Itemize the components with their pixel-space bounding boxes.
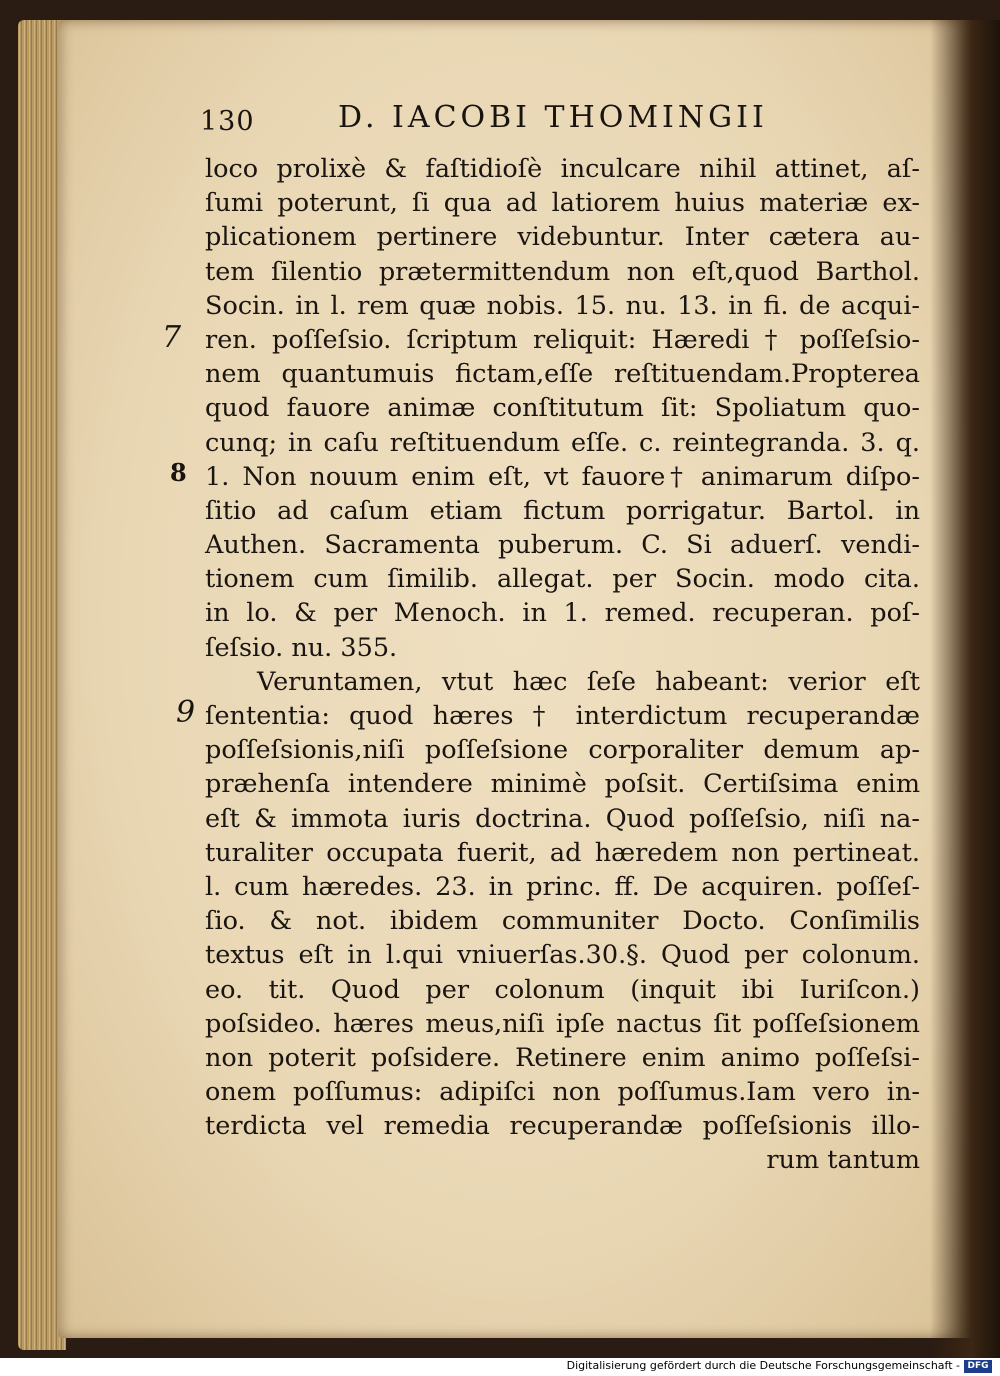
text-line: ſio. & not. ibidem communiter Docto. Conſimilis (205, 906, 920, 937)
text-line: præhenſa intendere minimè poſsit. Certiſsima enim (205, 769, 920, 800)
text-line: quod fauore animæ conſtitutum ſit: Spoliatum quo- (205, 393, 920, 424)
dfg-logo-icon: DFG (964, 1360, 992, 1373)
text-line: ſumi poterunt, ſi qua ad latiorem huius materiæ ex- (205, 188, 920, 219)
digitization-credit: Digitalisierung gefördert durch die Deutsche Forschungsgemeinschaft - (566, 1359, 960, 1372)
text-line: non poterit poſsidere. Retinere enim animo poſſeſsi- (205, 1042, 920, 1073)
text-line: plicationem pertinere videbuntur. Inter cætera au- (205, 222, 920, 253)
running-title: D. IACOBI THOMINGII (338, 100, 768, 135)
text-line: onem poſſumus: adipiſci non poſſumus.Iam vero in- (205, 1077, 920, 1108)
text-line: terdicta vel remedia recuperandæ poſſeſsionis illo- (205, 1111, 920, 1142)
text-line: eſt & immota iuris doctrina. Quod poſſeſsio, niſi na- (205, 803, 920, 834)
text-line: loco prolixè & faſtidioſè inculcare nihil attinet, aſ- (205, 154, 920, 184)
text-line: Authen. Sacramenta puberum. C. Si aduerſ. vendi- (205, 530, 920, 561)
text-line: turaliter occupata fuerit, ad hæredem non pertineat. (205, 837, 920, 868)
gutter-shadow (930, 20, 1000, 1358)
text-line: tionem cum ſimilib. allegat. per Socin. modo cita. (205, 564, 920, 595)
page-number: 130 (200, 106, 255, 137)
text-line: l. cum hæredes. 23. in princ. ff. De acquiren. poſſeſ- (205, 871, 920, 902)
text-line: eo. tit. Quod per colonum (inquit ibi Iuriſcon.) (205, 974, 920, 1005)
text-line: poſsideo. hæres meus,niſi ipſe nactus ſit poſſeſsionem (205, 1008, 920, 1039)
text-line: in lo. & per Menoch. in 1. remed. recuperan. poſ- (205, 598, 920, 629)
text-line: tem ſilentio prætermittendum non eſt,quod Barthol. (205, 256, 920, 287)
text-line: nem quantumuis fictam,eſſe reſtituendam.Propterea (205, 359, 920, 390)
paragraph-start-line: Veruntamen, vtut hæc ſeſe habeant: verior eſt (257, 666, 920, 697)
text-line: Socin. in l. rem quæ nobis. 15. nu. 13. in fi. de acqui- (205, 290, 920, 321)
text-line: ren. poſſeſsio. ſcriptum reliquit: Hæredi † poſſeſsio- (205, 324, 920, 355)
text-line: ſitio ad caſum etiam fictum porrigatur. Bartol. in (205, 495, 920, 526)
text-line: 1. Non nouum enim eſt, vt fauore† animarum diſpo- (205, 461, 920, 492)
text-line: textus eſt in l.qui vniuerſas.30.§. Quod per colonum. (205, 940, 920, 971)
margin-number-7: 7 (162, 320, 182, 355)
text-line: poſſeſsionis,niſi poſſeſsione corporaliter demum ap- (205, 735, 920, 766)
text-line: ſententia: quod hæres † interdictum recuperandæ (205, 701, 920, 731)
text-line: ſeſsio. nu. 355. (205, 632, 398, 663)
margin-number-9: 9 (176, 695, 196, 730)
page-header (200, 100, 920, 140)
catchword-line: rum tantum (766, 1145, 920, 1176)
margin-number-8: 8 (170, 458, 187, 487)
text-line: cunq; in caſu reſtituendum eſſe. c. reintegranda. 3. q. (205, 427, 920, 458)
body-text (205, 152, 920, 1178)
